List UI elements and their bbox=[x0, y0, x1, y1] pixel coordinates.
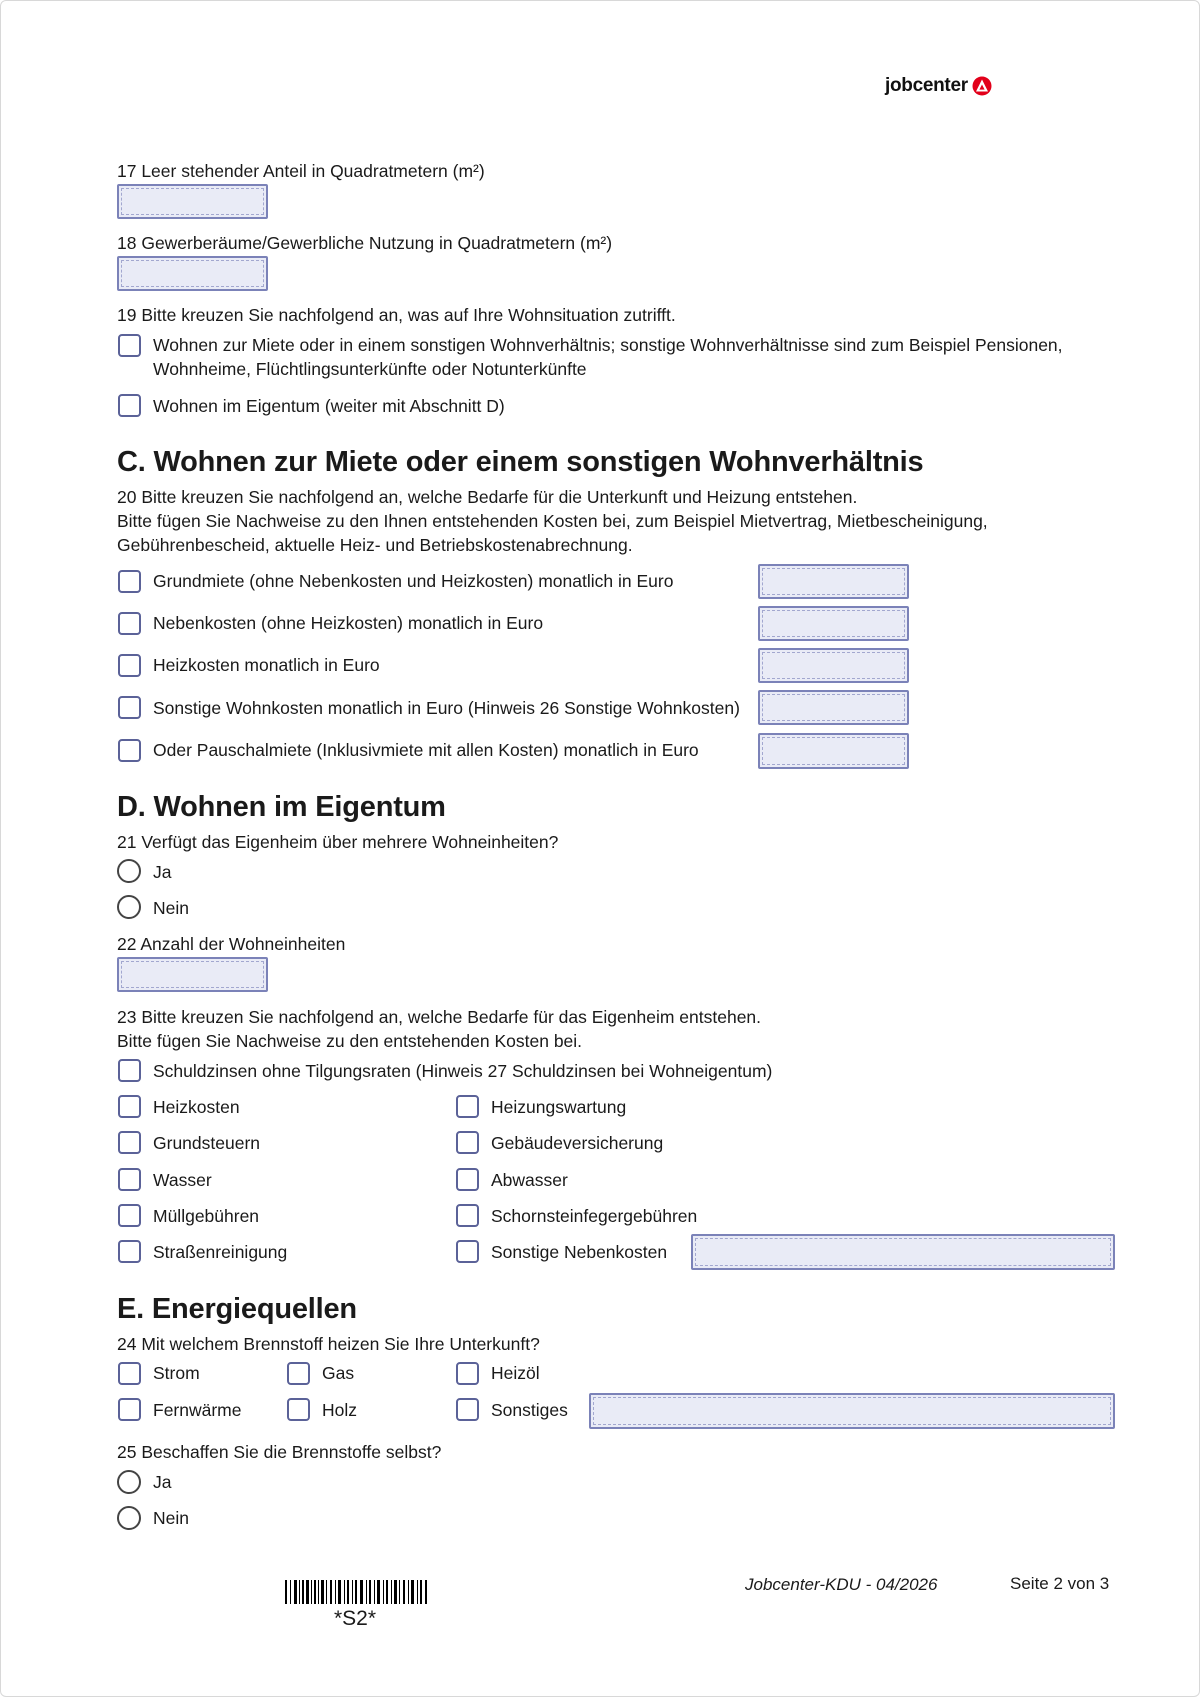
q24-strom-label: Strom bbox=[153, 1363, 200, 1383]
section-c-title: C. Wohnen zur Miete oder einem sonstigen Wohnverhältnis bbox=[117, 446, 924, 478]
q25-label: 25 Beschaffen Sie die Brennstoffe selbst? bbox=[117, 1442, 442, 1462]
q23-muellgebuehren-label: Müllgebühren bbox=[153, 1206, 260, 1226]
q23-strassenreinigung-label: Straßenreinigung bbox=[153, 1242, 288, 1262]
page-info: Seite 2 von 3 bbox=[1010, 1574, 1110, 1593]
q25-yes-label: Ja bbox=[153, 1472, 172, 1492]
form-code: Jobcenter-KDU - 04/2026 bbox=[745, 1575, 938, 1594]
q19-option-rent-checkbox[interactable] bbox=[118, 334, 141, 357]
q21-no-radio[interactable] bbox=[117, 895, 141, 919]
q20-heizkosten-label: Heizkosten monatlich in Euro bbox=[153, 655, 380, 675]
q20-pauschalmiete-input[interactable] bbox=[758, 733, 909, 769]
logo-triangle-icon bbox=[971, 76, 993, 96]
q24-fernwaerme-checkbox[interactable] bbox=[118, 1398, 141, 1421]
q23-grundsteuern-checkbox[interactable] bbox=[118, 1131, 141, 1154]
q23-grundsteuern-label: Grundsteuern bbox=[153, 1133, 261, 1153]
q23-heizungswartung-label: Heizungswartung bbox=[491, 1097, 627, 1117]
q23-wasser-label: Wasser bbox=[153, 1170, 212, 1190]
q23-schornsteinfeger-label: Schornsteinfegergebühren bbox=[491, 1206, 698, 1226]
q20-sonstige-checkbox[interactable] bbox=[118, 696, 141, 719]
q21-yes-label: Ja bbox=[153, 862, 172, 882]
q20-heizkosten-checkbox[interactable] bbox=[118, 654, 141, 677]
barcode-icon bbox=[285, 1580, 427, 1604]
q20-pauschalmiete-label: Oder Pauschalmiete (Inklusivmiete mit allen Kosten) monatlich in Euro bbox=[153, 740, 699, 760]
q23-sonstige-nebenkosten-checkbox[interactable] bbox=[456, 1240, 479, 1263]
section-e-title: E. Energiequellen bbox=[117, 1293, 357, 1325]
q21-no-label: Nein bbox=[153, 898, 189, 918]
q20-heizkosten-input[interactable] bbox=[758, 648, 909, 683]
q23-abwasser-checkbox[interactable] bbox=[456, 1168, 479, 1191]
q24-strom-checkbox[interactable] bbox=[118, 1362, 141, 1385]
q24-heizoel-checkbox[interactable] bbox=[456, 1362, 479, 1385]
q20-pauschalmiete-checkbox[interactable] bbox=[118, 739, 141, 762]
q18-input[interactable] bbox=[117, 256, 268, 291]
q23-sonstige-nebenkosten-label: Sonstige Nebenkosten bbox=[491, 1242, 668, 1262]
q24-sonstiges-checkbox[interactable] bbox=[456, 1398, 479, 1421]
q20-grundmiete-input[interactable] bbox=[758, 564, 909, 599]
q20-label: 20 Bitte kreuzen Sie nachfolgend an, welche Bedarfe für die Unterkunft und Heizung entstehen. bbox=[117, 487, 858, 507]
q23-note: Bitte fügen Sie Nachweise zu den entstehenden Kosten bei. bbox=[117, 1031, 583, 1051]
q17-input[interactable] bbox=[117, 184, 268, 219]
q20-sonstige-input[interactable] bbox=[758, 690, 909, 725]
q19-option-owner-checkbox[interactable] bbox=[118, 394, 141, 417]
jobcenter-logo bbox=[885, 75, 993, 97]
q23-schuldzinsen-label: Schuldzinsen ohne Tilgungsraten (Hinweis 27 Schuldzinsen bei Wohneigentum) bbox=[153, 1061, 773, 1081]
q18-label: 18 Gewerberäume/Gewerbliche Nutzung in Quadratmetern (m²) bbox=[117, 233, 613, 253]
q23-schornsteinfeger-checkbox[interactable] bbox=[456, 1204, 479, 1227]
q24-fernwaerme-label: Fernwärme bbox=[153, 1400, 242, 1420]
q22-input[interactable] bbox=[117, 957, 268, 992]
barcode-text: *S2* bbox=[334, 1607, 377, 1630]
q23-label: 23 Bitte kreuzen Sie nachfolgend an, welche Bedarfe für das Eigenheim entstehen. bbox=[117, 1007, 762, 1027]
q24-gas-label: Gas bbox=[322, 1363, 355, 1383]
q23-strassenreinigung-checkbox[interactable] bbox=[118, 1240, 141, 1263]
q19-option-rent-label: Wohnen zur Miete oder in einem sonstigen Wohnverhältnis; sonstige Wohnverhältnisse sind zum Beispiel Pensionen, Wohnheime, Flüchtlingsunterkünfte oder Notunterkünfte bbox=[153, 335, 1063, 379]
q19-label: 19 Bitte kreuzen Sie nachfolgend an, was auf Ihre Wohnsituation zutrifft. bbox=[117, 305, 676, 325]
q20-note: Bitte fügen Sie Nachweise zu den Ihnen entstehenden Kosten bei, zum Beispiel Mietvertrag, Mietbescheinigung, Gebührenbescheid, aktuelle Heiz- und Betriebskostenabrechnung. bbox=[117, 511, 988, 555]
q20-nebenkosten-input[interactable] bbox=[758, 606, 909, 641]
q21-yes-radio[interactable] bbox=[117, 859, 141, 883]
q23-heizkosten-checkbox[interactable] bbox=[118, 1095, 141, 1118]
q25-yes-radio[interactable] bbox=[117, 1470, 141, 1494]
q23-muellgebuehren-checkbox[interactable] bbox=[118, 1204, 141, 1227]
q23-schuldzinsen-checkbox[interactable] bbox=[118, 1059, 141, 1082]
q20-grundmiete-label: Grundmiete (ohne Nebenkosten und Heizkosten) monatlich in Euro bbox=[153, 571, 674, 591]
q23-gebaeudeversicherung-checkbox[interactable] bbox=[456, 1131, 479, 1154]
q24-label: 24 Mit welchem Brennstoff heizen Sie Ihre Unterkunft? bbox=[117, 1334, 540, 1354]
q20-grundmiete-checkbox[interactable] bbox=[118, 570, 141, 593]
q24-holz-label: Holz bbox=[322, 1400, 358, 1420]
q25-no-radio[interactable] bbox=[117, 1506, 141, 1530]
q21-label: 21 Verfügt das Eigenheim über mehrere Wohneinheiten? bbox=[117, 832, 559, 852]
logo-wordmark: jobcenter bbox=[885, 75, 968, 96]
q23-sonstige-nebenkosten-input[interactable] bbox=[691, 1234, 1115, 1270]
q20-sonstige-label: Sonstige Wohnkosten monatlich in Euro (Hinweis 26 Sonstige Wohnkosten) bbox=[153, 698, 740, 718]
q23-abwasser-label: Abwasser bbox=[491, 1170, 568, 1190]
section-d-title: D. Wohnen im Eigentum bbox=[117, 791, 446, 823]
q23-wasser-checkbox[interactable] bbox=[118, 1168, 141, 1191]
q24-sonstiges-input[interactable] bbox=[589, 1393, 1115, 1429]
q24-gas-checkbox[interactable] bbox=[287, 1362, 310, 1385]
q17-label: 17 Leer stehender Anteil in Quadratmetern (m²) bbox=[117, 161, 485, 181]
q20-nebenkosten-label: Nebenkosten (ohne Heizkosten) monatlich in Euro bbox=[153, 613, 544, 633]
q23-heizungswartung-checkbox[interactable] bbox=[456, 1095, 479, 1118]
q24-heizoel-label: Heizöl bbox=[491, 1363, 540, 1383]
q19-option-owner-label: Wohnen im Eigentum (weiter mit Abschnitt D) bbox=[153, 396, 505, 416]
q23-heizkosten-label: Heizkosten bbox=[153, 1097, 240, 1117]
q20-nebenkosten-checkbox[interactable] bbox=[118, 612, 141, 635]
q24-holz-checkbox[interactable] bbox=[287, 1398, 310, 1421]
q23-gebaeudeversicherung-label: Gebäudeversicherung bbox=[491, 1133, 664, 1153]
q24-sonstiges-label: Sonstiges bbox=[491, 1400, 568, 1420]
q22-label: 22 Anzahl der Wohneinheiten bbox=[117, 934, 346, 954]
q25-no-label: Nein bbox=[153, 1508, 189, 1528]
